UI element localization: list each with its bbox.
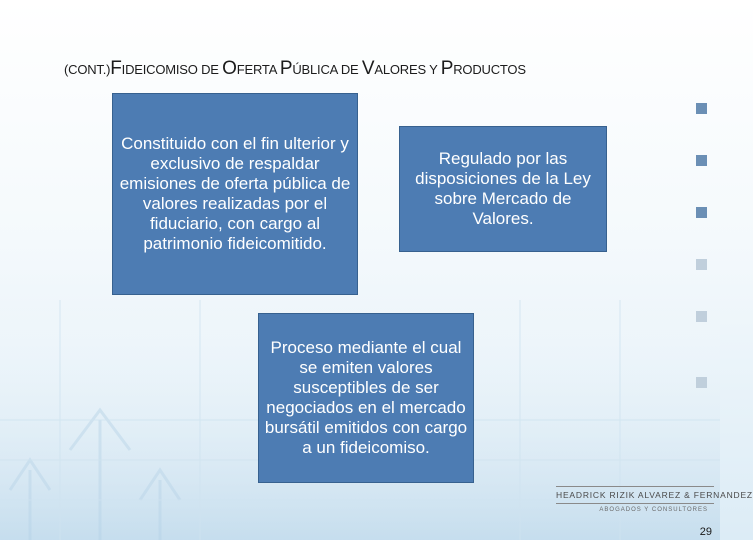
firm-logo [556, 486, 753, 520]
text-box-proceso-label: Proceso mediante el cual se emiten valores susceptibles de ser negociados en el mercado bursátil emitidos con cargo a un fideicomiso. [264, 338, 468, 457]
text-box-proceso [258, 313, 474, 483]
slide-title: (CONT.)FIDEICOMISO DE OFERTA PÚBLICA DE VALORES Y PRODUCTOS [64, 58, 526, 79]
square-bullet-icon [696, 377, 707, 388]
text-box-regulado [399, 126, 607, 252]
firm-logo-name: HEADRICK RIZIK ALVAREZ & FERNANDEZ [556, 486, 714, 504]
page-number: 29 [699, 526, 712, 538]
square-bullet-icon [696, 155, 707, 166]
text-box-constituido-label: Constituido con el fin ulterior y exclusivo de respaldar emisiones de oferta pública de valores realizadas por el fiduciario, con cargo al patrimonio fideicomitido. [119, 134, 351, 253]
text-box-constituido [112, 93, 358, 295]
text-box-regulado-label: Regulado por las disposiciones de la Ley sobre Mercado de Valores. [415, 149, 591, 228]
square-bullet-icon [696, 207, 707, 218]
square-bullet-icon [696, 311, 707, 322]
square-bullet-icon [696, 259, 707, 270]
firm-logo-tagline: ABOGADOS Y CONSULTORES [599, 507, 708, 513]
square-bullet-icon [696, 103, 707, 114]
